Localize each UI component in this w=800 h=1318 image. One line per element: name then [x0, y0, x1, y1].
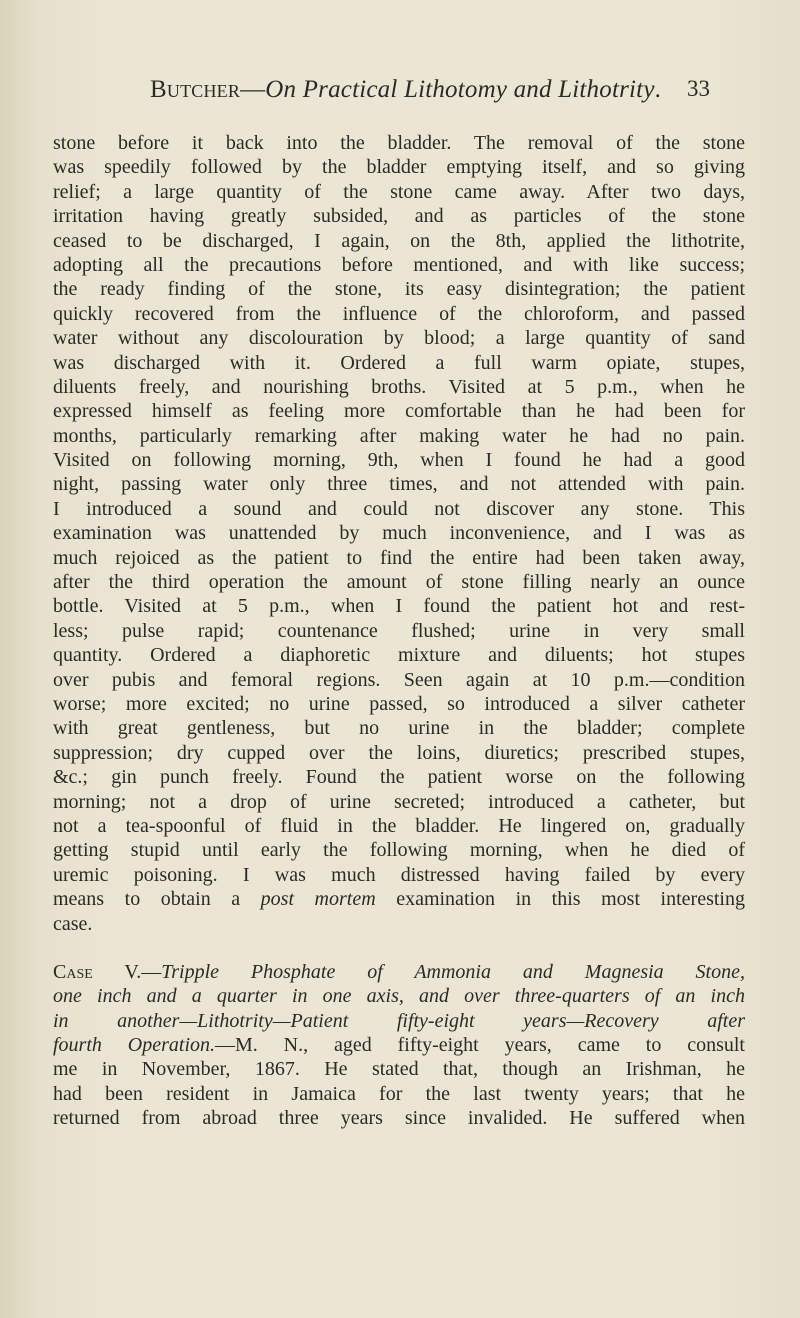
- paragraph-line: was speedily followed by the bladder emptying itself, and so giving: [53, 156, 745, 179]
- running-head-dash: —: [240, 76, 266, 103]
- page-number: 33: [687, 76, 710, 101]
- case-title-line: one inch and a quarter in one axis, and over three-quarters of an inch: [53, 985, 745, 1008]
- running-head-period: .: [654, 76, 662, 103]
- case-heading-line: [53, 960, 745, 984]
- paragraph-line: not a tea-spoonful of fluid in the bladder. He lingered on, gradually: [53, 814, 745, 837]
- paragraph-line: with great gentleness, but no urine in the bladder; complete: [53, 717, 745, 740]
- paragraph-line: uremic poisoning. I was much distressed having failed by every: [53, 863, 745, 886]
- case-title-line: [53, 1033, 745, 1057]
- paragraph-line: case.: [53, 912, 93, 935]
- text-span: —M. N., aged fifty-eight years, came to consult: [215, 1034, 745, 1057]
- paragraph-line: months, particularly remarking after making water he had no pain.: [53, 424, 745, 447]
- paragraph-line: I introduced a sound and could not discover any stone. This: [53, 497, 745, 520]
- paragraph-line: quantity. Ordered a diaphoretic mixture and diluents; hot stupes: [53, 644, 745, 667]
- paragraph-line: returned from abroad three years since invalided. He suffered when: [53, 1107, 745, 1130]
- case-paragraph: [53, 1057, 745, 1130]
- paragraph-line: ceased to be discharged, I again, on the 8th, applied the lithotrite,: [53, 229, 745, 252]
- paragraph-line: Visited on following morning, 9th, when I found he had a good: [53, 449, 745, 472]
- page-header: [150, 68, 710, 108]
- paragraph-line: water without any discolouration by blood; a large quantity of sand: [53, 327, 745, 350]
- paragraph-line: diluents freely, and nourishing broths. Visited at 5 p.m., when he: [53, 375, 745, 398]
- paragraph-line: bottle. Visited at 5 p.m., when I found the patient hot and rest-: [53, 595, 745, 618]
- paragraph-line: expressed himself as feeling more comfortable than he had been for: [53, 400, 745, 423]
- paragraph-line: [53, 887, 745, 911]
- paragraph-line: over pubis and femoral regions. Seen again at 10 p.m.—condition: [53, 668, 745, 691]
- paragraph-line: after the third operation the amount of stone filling nearly an ounce: [53, 571, 745, 594]
- paragraph-line: irritation having greatly subsided, and as particles of the stone: [53, 205, 745, 228]
- paragraph-line: less; pulse rapid; countenance flushed; urine in very small: [53, 619, 745, 642]
- paragraph-line: me in November, 1867. He stated that, though an Irishman, he: [53, 1058, 745, 1081]
- paragraph-line: relief; a large quantity of the stone came away. After two days,: [53, 180, 745, 203]
- running-head-title: On Practical Lithotomy and Lithotrity: [265, 76, 655, 103]
- paragraph-line: had been resident in Jamaica for the last twenty years; that he: [53, 1082, 745, 1105]
- italic-term: post mortem: [260, 888, 376, 911]
- paragraph-line: stone before it back into the bladder. The removal of the stone: [53, 132, 745, 154]
- dash: —: [141, 960, 162, 983]
- running-head-author: Butcher: [150, 76, 241, 103]
- paragraph-1: [53, 131, 745, 887]
- case-title-end: fourth Operation.: [53, 1034, 215, 1057]
- paragraph-line: examination was unattended by much inconvenience, and I was as: [53, 522, 745, 545]
- paragraph-line: morning; not a drop of urine secreted; introduced a catheter, but: [53, 790, 745, 813]
- case-label: Case V.: [53, 960, 142, 983]
- paragraph-line: was discharged with it. Ordered a full warm opiate, stupes,: [53, 351, 745, 374]
- case-title-line: in another—Lithotrity—Patient fifty-eight years—Recovery after: [53, 1009, 745, 1032]
- paragraph-line: the ready finding of the stone, its easy disintegration; the patient: [53, 278, 745, 301]
- paragraph-line: night, passing water only three times, and not attended with pain.: [53, 473, 745, 496]
- running-head: [150, 76, 661, 104]
- case-title: Tripple Phosphate of Ammonia and Magnesia Stone,: [161, 960, 745, 983]
- text-span: examination in this most interesting: [375, 888, 745, 911]
- paragraph-line: adopting all the precautions before mentioned, and with like success;: [53, 253, 745, 276]
- paragraph-line: getting stupid until early the following morning, when he died of: [53, 839, 745, 862]
- body-text: [53, 131, 745, 1131]
- case-section: [53, 960, 745, 1131]
- paragraph-line: worse; more excited; no urine passed, so introduced a silver catheter: [53, 692, 745, 715]
- paragraph-line: quickly recovered from the influence of the chloroform, and passed: [53, 302, 745, 325]
- paragraph-line: &c.; gin punch freely. Found the patient worse on the following: [53, 766, 745, 789]
- paragraph-line: suppression; dry cupped over the loins, diuretics; prescribed stupes,: [53, 741, 745, 764]
- paragraph-line: much rejoiced as the patient to find the entire had been taken away,: [53, 546, 745, 569]
- text-span: means to obtain a: [53, 888, 261, 911]
